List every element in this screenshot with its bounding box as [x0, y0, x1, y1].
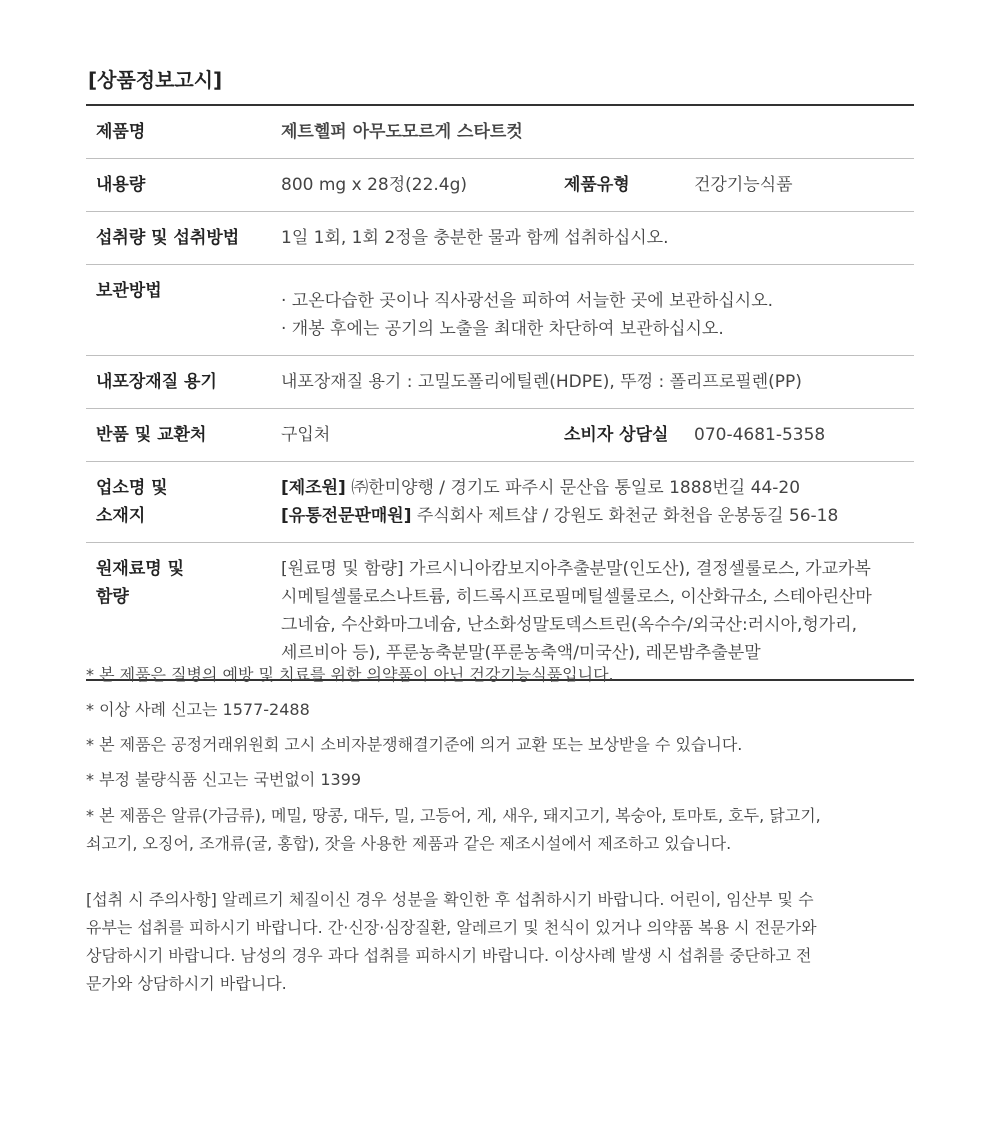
label-ingredients-line: 원재료명 및 [96, 559, 185, 579]
ingredients-line: 세르비아 등), 푸룬농축분말(푸룬농축액/미국산), 레몬밤추출분말 [281, 643, 761, 663]
caution-line: 상담하시기 바랍니다. 남성의 경우 과다 섭취를 피하시기 바랍니다. 이상사례 발생 시 섭취를 중단하고 전 [86, 946, 812, 965]
label-storage: 보관방법 [96, 281, 162, 301]
label-consumer-center: 소비자 상담실 [564, 425, 669, 445]
row-ingredients [86, 543, 914, 681]
value-consumer-center: 070-4681-5358 [694, 425, 826, 445]
allergy-line: * 본 제품은 알류(가금류), 메밀, 땅콩, 대두, 밀, 고등어, 게, 새우, 돼지고기, 복숭아, 토마토, 호두, 닭고기, [86, 806, 821, 825]
caution-line: 유부는 섭취를 피하시기 바랍니다. 간·신장·심장질환, 알레르기 및 천식이 있거나 의약품 복용 시 전문가와 [86, 918, 817, 937]
row-return [86, 409, 914, 462]
label-packaging: 내포장재질 용기 [96, 372, 217, 392]
seller-value: 주식회사 제트샵 / 강원도 화천군 화천읍 운봉동길 56-18 [411, 506, 839, 526]
label-company-line: 업소명 및 [96, 478, 168, 498]
label-content: 내용량 [96, 175, 146, 195]
value-packaging: 내포장재질 용기 : 고밀도폴리에틸렌(HDPE), 뚜껑 : 폴리프로필렌(PP) [281, 372, 802, 392]
product-info-table [86, 104, 914, 681]
note-item: * 부정 불량식품 신고는 국번없이 1399 [86, 770, 362, 789]
allergy-line: 쇠고기, 오징어, 조개류(굴, 홍합), 잣을 사용한 제품과 같은 제조시설에서 제조하고 있습니다. [86, 834, 732, 853]
value-product-name: 제트헬퍼 아무도모르게 스타트컷 [281, 122, 523, 142]
maker-value: ㈜한미양행 / 경기도 파주시 문산읍 통일로 1888번길 44-20 [345, 478, 801, 498]
label-ingredients-line: 함량 [96, 587, 129, 607]
maker-line [281, 474, 914, 502]
caution-line: [섭취 시 주의사항] 알레르기 체질이신 경우 성분을 확인한 후 섭취하시기 바랍니다. 어린이, 임산부 및 수 [86, 890, 814, 909]
storage-line: · 고온다습한 곳이나 직사광선을 피하여 서늘한 곳에 보관하십시오. [281, 291, 774, 311]
storage-line: · 개봉 후에는 공기의 노출을 최대한 차단하여 보관하십시오. [281, 319, 724, 339]
note-item: * 본 제품은 공정거래위원회 고시 소비자분쟁해결기준에 의거 교환 또는 보상받을 수 있습니다. [86, 735, 743, 754]
row-product-name [86, 105, 914, 159]
note-item: * 본 제품은 질병의 예방 및 치료를 위한 의약품이 아닌 건강기능식품입니다. [86, 665, 614, 684]
ingredients-line: 그네슘, 수산화마그네슘, 난소화성말토덱스트린(옥수수/외국산:러시아,헝가리, [281, 615, 858, 635]
maker-label: [제조원] [281, 478, 346, 498]
caution-line: 문가와 상담하시기 바랍니다. [86, 974, 287, 993]
row-packaging [86, 356, 914, 409]
row-content [86, 159, 914, 212]
ingredients-line: [원료명 및 함량] 가르시니아캄보지아추출분말(인도산), 결정셀룰로스, 가교카복 [281, 559, 871, 579]
ingredients-line: 시메틸셀룰로스나트륨, 히드록시프로필메틸셀룰로스, 이산화규소, 스테아린산마 [281, 587, 872, 607]
label-company-line: 소재지 [96, 506, 146, 526]
page-title: [상품정보고시] [88, 68, 223, 92]
notes-section [86, 662, 916, 868]
note-item: * 이상 사례 신고는 1577-2488 [86, 700, 310, 719]
allergy-note [86, 802, 916, 858]
label-product-type: 제품유형 [564, 175, 630, 195]
value-return: 구입처 [281, 425, 331, 445]
seller-label: [유통전문판매원] [281, 506, 412, 526]
label-return: 반품 및 교환처 [96, 425, 207, 445]
value-product-type: 건강기능식품 [694, 175, 793, 195]
row-intake [86, 212, 914, 265]
row-storage [86, 265, 914, 356]
row-company [86, 462, 914, 543]
label-intake: 섭취량 및 섭취방법 [96, 228, 240, 248]
caution-section [86, 886, 826, 998]
value-intake: 1일 1회, 1회 2정을 충분한 물과 함께 섭취하십시오. [281, 228, 669, 248]
seller-line [281, 502, 914, 530]
value-content: 800 mg x 28정(22.4g) [281, 175, 468, 195]
label-product-name: 제품명 [96, 122, 146, 142]
